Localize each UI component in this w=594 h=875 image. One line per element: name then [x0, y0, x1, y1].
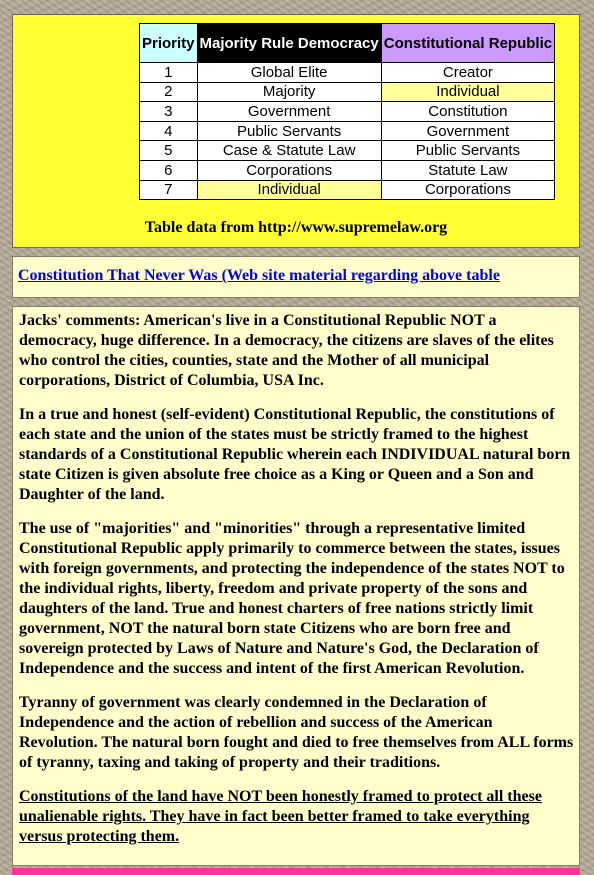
- comment-paragraph: Tyranny of government was clearly condemned in the Declaration of Independence and the action of rebellion and success of the American Revolution. The natural born fought and died to free themselves from ALL forms of tyranny, taxing and taking of property and their traditions.: [19, 694, 574, 771]
- table-cell-democracy: Public Servants: [197, 121, 381, 141]
- table-cell-republic: Government: [381, 121, 554, 141]
- table-cell-republic-highlighted: Individual: [381, 82, 554, 102]
- table-cell-republic: Public Servants: [381, 141, 554, 161]
- table-cell-priority: 4: [140, 121, 198, 141]
- table-row: [140, 121, 555, 141]
- table-cell-republic: Statute Law: [381, 160, 554, 180]
- table-cell-democracy: Majority: [197, 82, 381, 102]
- table-cell-democracy-highlighted: Individual: [197, 180, 381, 200]
- table-cell-priority: 6: [140, 160, 198, 180]
- comment-paragraph-underlined: Constitutions of the land have NOT been honestly framed to protect all these unalienable rights. They have in fact been better framed to take everything versus protecting them.: [19, 788, 542, 845]
- comments-panel: [12, 306, 580, 866]
- constitution-never-was-link[interactable]: Constitution That Never Was (Web site material regarding above table: [18, 267, 500, 284]
- header-priority: Priority: [140, 24, 198, 63]
- table-row: [140, 180, 555, 200]
- header-majority-rule-democracy: Majority Rule Democracy: [197, 24, 381, 63]
- table-cell-democracy: Corporations: [197, 160, 381, 180]
- table-row: [140, 82, 555, 102]
- table-row: [140, 141, 555, 161]
- table-row: [140, 160, 555, 180]
- table-caption: Table data from http://www.supremelaw.org: [144, 219, 448, 236]
- header-constitutional-republic: Constitutional Republic: [381, 24, 554, 63]
- bottom-divider: [12, 868, 580, 875]
- table-row: [140, 102, 555, 122]
- table-header-row: [140, 24, 555, 63]
- link-panel: [12, 256, 580, 298]
- table-cell-democracy: Global Elite: [197, 63, 381, 83]
- table-cell-democracy: Case & Statute Law: [197, 141, 381, 161]
- table-row: [140, 63, 555, 83]
- priority-table-panel: [12, 14, 580, 248]
- table-cell-priority: 1: [140, 63, 198, 83]
- table-cell-republic: Creator: [381, 63, 554, 83]
- table-cell-priority: 3: [140, 102, 198, 122]
- table-cell-priority: 5: [140, 141, 198, 161]
- table-cell-republic: Constitution: [381, 102, 554, 122]
- table-cell-republic: Corporations: [381, 180, 554, 200]
- table-cell-democracy: Government: [197, 102, 381, 122]
- comment-paragraph: In a true and honest (self-evident) Constitutional Republic, the constitutions of each state and the union of the states must be strictly framed to the highest standards of a Constitutional Republic wherein each INDIVIDUAL natural born state Citizen is given absolute free choice as a King or Queen and a Son and Daughter of the land.: [19, 406, 571, 503]
- comment-paragraph: Jacks' comments: American's live in a Constitutional Republic NOT a democracy, huge difference. In a democracy, the citizens are slaves of the elites who control the cities, counties, state and the Mother of all municipal corporations, District of Columbia, USA Inc.: [19, 312, 554, 389]
- comment-paragraph: The use of "majorities" and "minorities" through a representative limited Constitutional Republic apply primarily to commerce between the states, issues with foreign governments, and protecting the independence of the states NOT to the individual rights, liberty, freedom and private property of the sons and daughters of the land. True and honest charters of free nations strictly limit government, NOT the natural born state Citizens who are born free and sovereign protected by Laws of Nature and Nature's God, the Declaration of Independence and the success and intent of the first American Revolution.: [19, 520, 565, 677]
- table-cell-priority: 2: [140, 82, 198, 102]
- table-cell-priority: 7: [140, 180, 198, 200]
- priority-comparison-table: [139, 23, 555, 200]
